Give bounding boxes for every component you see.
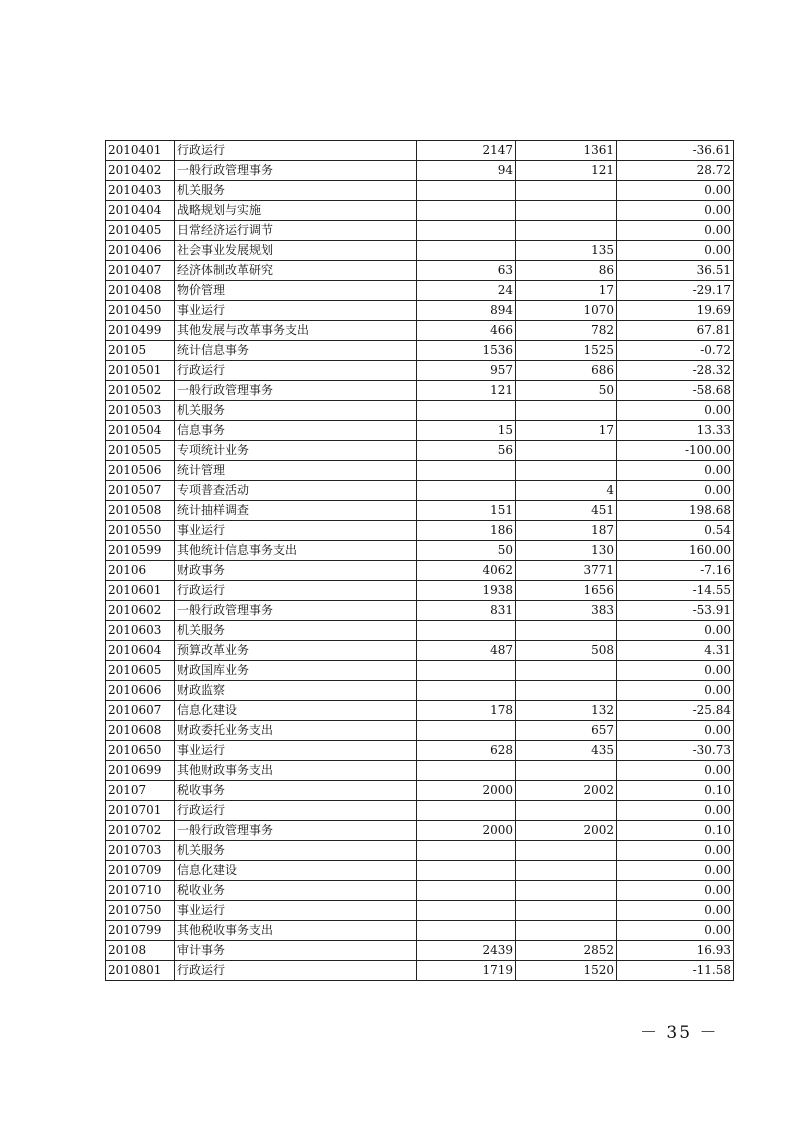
change-percent-cell: -0.72 — [617, 341, 734, 361]
item-code-cell: 2010505 — [106, 441, 175, 461]
prev-year-value-cell: 178 — [417, 701, 516, 721]
table-row — [106, 521, 734, 541]
change-percent-cell: 67.81 — [617, 321, 734, 341]
item-name-cell: 一般行政管理事务 — [175, 601, 417, 621]
change-percent-cell: 0.00 — [617, 921, 734, 941]
change-percent-cell: 0.00 — [617, 181, 734, 201]
prev-year-value-cell — [417, 881, 516, 901]
prev-year-value-cell — [417, 761, 516, 781]
item-code-cell: 2010701 — [106, 801, 175, 821]
table-row — [106, 261, 734, 281]
item-name-cell: 日常经济运行调节 — [175, 221, 417, 241]
table-row — [106, 281, 734, 301]
item-name-cell: 行政运行 — [175, 961, 417, 981]
prev-year-value-cell — [417, 721, 516, 741]
prev-year-value-cell: 2439 — [417, 941, 516, 961]
current-year-value-cell: 435 — [516, 741, 617, 761]
prev-year-value-cell: 94 — [417, 161, 516, 181]
table-row — [106, 181, 734, 201]
current-year-value-cell — [516, 861, 617, 881]
change-percent-cell: 0.00 — [617, 201, 734, 221]
item-code-cell: 20107 — [106, 781, 175, 801]
current-year-value-cell — [516, 621, 617, 641]
item-code-cell: 2010710 — [106, 881, 175, 901]
item-name-cell: 专项统计业务 — [175, 441, 417, 461]
change-percent-cell: 0.00 — [617, 841, 734, 861]
item-name-cell: 信息化建设 — [175, 861, 417, 881]
change-percent-cell: -28.32 — [617, 361, 734, 381]
current-year-value-cell: 508 — [516, 641, 617, 661]
prev-year-value-cell: 63 — [417, 261, 516, 281]
current-year-value-cell — [516, 181, 617, 201]
item-code-cell: 2010604 — [106, 641, 175, 661]
change-percent-cell: 0.00 — [617, 721, 734, 741]
table-row — [106, 141, 734, 161]
table-row — [106, 881, 734, 901]
table-row — [106, 681, 734, 701]
item-name-cell: 社会事业发展规划 — [175, 241, 417, 261]
table-row — [106, 461, 734, 481]
table-row — [106, 921, 734, 941]
prev-year-value-cell: 4062 — [417, 561, 516, 581]
table-row — [106, 621, 734, 641]
item-name-cell: 预算改革业务 — [175, 641, 417, 661]
item-code-cell: 2010699 — [106, 761, 175, 781]
change-percent-cell: 0.00 — [617, 801, 734, 821]
item-name-cell: 财政事务 — [175, 561, 417, 581]
prev-year-value-cell: 1719 — [417, 961, 516, 981]
current-year-value-cell — [516, 401, 617, 421]
prev-year-value-cell: 1938 — [417, 581, 516, 601]
item-code-cell: 2010504 — [106, 421, 175, 441]
change-percent-cell: 28.72 — [617, 161, 734, 181]
item-code-cell: 2010506 — [106, 461, 175, 481]
change-percent-cell: 19.69 — [617, 301, 734, 321]
table-row — [106, 361, 734, 381]
item-name-cell: 经济体制改革研究 — [175, 261, 417, 281]
prev-year-value-cell: 50 — [417, 541, 516, 561]
current-year-value-cell: 1656 — [516, 581, 617, 601]
item-name-cell: 统计信息事务 — [175, 341, 417, 361]
current-year-value-cell: 1361 — [516, 141, 617, 161]
prev-year-value-cell: 15 — [417, 421, 516, 441]
table-row — [106, 221, 734, 241]
prev-year-value-cell — [417, 661, 516, 681]
item-code-cell: 2010407 — [106, 261, 175, 281]
current-year-value-cell: 1520 — [516, 961, 617, 981]
item-code-cell: 2010603 — [106, 621, 175, 641]
item-name-cell: 事业运行 — [175, 741, 417, 761]
table-row — [106, 661, 734, 681]
item-name-cell: 战略规划与实施 — [175, 201, 417, 221]
prev-year-value-cell: 2000 — [417, 821, 516, 841]
table-row — [106, 581, 734, 601]
prev-year-value-cell — [417, 181, 516, 201]
current-year-value-cell — [516, 881, 617, 901]
change-percent-cell: -7.16 — [617, 561, 734, 581]
table-row — [106, 541, 734, 561]
item-name-cell: 审计事务 — [175, 941, 417, 961]
item-code-cell: 2010403 — [106, 181, 175, 201]
table-row — [106, 401, 734, 421]
change-percent-cell: 0.10 — [617, 781, 734, 801]
item-name-cell: 税收事务 — [175, 781, 417, 801]
change-percent-cell: 0.00 — [617, 621, 734, 641]
item-name-cell: 统计抽样调查 — [175, 501, 417, 521]
item-name-cell: 财政国库业务 — [175, 661, 417, 681]
change-percent-cell: -58.68 — [617, 381, 734, 401]
table-row — [106, 901, 734, 921]
prev-year-value-cell — [417, 401, 516, 421]
current-year-value-cell: 187 — [516, 521, 617, 541]
item-code-cell: 2010503 — [106, 401, 175, 421]
item-name-cell: 行政运行 — [175, 361, 417, 381]
change-percent-cell: 0.00 — [617, 881, 734, 901]
table-row — [106, 501, 734, 521]
change-percent-cell: -53.91 — [617, 601, 734, 621]
item-name-cell: 机关服务 — [175, 621, 417, 641]
prev-year-value-cell: 2000 — [417, 781, 516, 801]
item-name-cell: 其他发展与改革事务支出 — [175, 321, 417, 341]
item-code-cell: 2010709 — [106, 861, 175, 881]
item-code-cell: 2010606 — [106, 681, 175, 701]
table-row — [106, 761, 734, 781]
current-year-value-cell: 3771 — [516, 561, 617, 581]
item-code-cell: 2010408 — [106, 281, 175, 301]
item-name-cell: 财政监察 — [175, 681, 417, 701]
prev-year-value-cell: 24 — [417, 281, 516, 301]
prev-year-value-cell: 628 — [417, 741, 516, 761]
current-year-value-cell: 4 — [516, 481, 617, 501]
current-year-value-cell: 1525 — [516, 341, 617, 361]
change-percent-cell: -29.17 — [617, 281, 734, 301]
current-year-value-cell: 50 — [516, 381, 617, 401]
item-code-cell: 2010750 — [106, 901, 175, 921]
table-row — [106, 861, 734, 881]
item-code-cell: 2010499 — [106, 321, 175, 341]
current-year-value-cell: 383 — [516, 601, 617, 621]
table-row — [106, 741, 734, 761]
current-year-value-cell: 2002 — [516, 781, 617, 801]
item-name-cell: 机关服务 — [175, 181, 417, 201]
item-code-cell: 2010650 — [106, 741, 175, 761]
table-row — [106, 641, 734, 661]
table-row — [106, 701, 734, 721]
current-year-value-cell: 17 — [516, 421, 617, 441]
table-row — [106, 321, 734, 341]
prev-year-value-cell — [417, 221, 516, 241]
item-name-cell: 其他税收事务支出 — [175, 921, 417, 941]
table-row — [106, 561, 734, 581]
current-year-value-cell: 2852 — [516, 941, 617, 961]
item-name-cell: 事业运行 — [175, 901, 417, 921]
table-row — [106, 821, 734, 841]
current-year-value-cell — [516, 801, 617, 821]
change-percent-cell: 0.00 — [617, 401, 734, 421]
item-code-cell: 2010502 — [106, 381, 175, 401]
table-row — [106, 161, 734, 181]
item-code-cell: 2010406 — [106, 241, 175, 261]
current-year-value-cell — [516, 221, 617, 241]
item-code-cell: 2010599 — [106, 541, 175, 561]
change-percent-cell: 160.00 — [617, 541, 734, 561]
current-year-value-cell — [516, 901, 617, 921]
table-row — [106, 941, 734, 961]
table-row — [106, 241, 734, 261]
page-number: － 35 － — [640, 1023, 719, 1043]
prev-year-value-cell: 186 — [417, 521, 516, 541]
current-year-value-cell — [516, 441, 617, 461]
change-percent-cell: 0.10 — [617, 821, 734, 841]
prev-year-value-cell — [417, 681, 516, 701]
prev-year-value-cell — [417, 841, 516, 861]
current-year-value-cell: 657 — [516, 721, 617, 741]
current-year-value-cell: 451 — [516, 501, 617, 521]
prev-year-value-cell — [417, 241, 516, 261]
item-name-cell: 物价管理 — [175, 281, 417, 301]
table-row — [106, 841, 734, 861]
prev-year-value-cell: 894 — [417, 301, 516, 321]
prev-year-value-cell: 831 — [417, 601, 516, 621]
item-code-cell: 2010608 — [106, 721, 175, 741]
current-year-value-cell — [516, 681, 617, 701]
item-name-cell: 机关服务 — [175, 401, 417, 421]
item-code-cell: 2010801 — [106, 961, 175, 981]
item-code-cell: 2010402 — [106, 161, 175, 181]
table-row — [106, 341, 734, 361]
prev-year-value-cell: 487 — [417, 641, 516, 661]
current-year-value-cell — [516, 841, 617, 861]
item-code-cell: 2010508 — [106, 501, 175, 521]
prev-year-value-cell — [417, 861, 516, 881]
budget-table — [105, 140, 734, 981]
item-name-cell: 信息化建设 — [175, 701, 417, 721]
item-code-cell: 2010404 — [106, 201, 175, 221]
current-year-value-cell: 121 — [516, 161, 617, 181]
item-code-cell: 2010401 — [106, 141, 175, 161]
current-year-value-cell: 132 — [516, 701, 617, 721]
change-percent-cell: 198.68 — [617, 501, 734, 521]
prev-year-value-cell — [417, 461, 516, 481]
item-name-cell: 信息事务 — [175, 421, 417, 441]
current-year-value-cell — [516, 201, 617, 221]
prev-year-value-cell: 121 — [417, 381, 516, 401]
item-code-cell: 2010799 — [106, 921, 175, 941]
item-name-cell: 税收业务 — [175, 881, 417, 901]
change-percent-cell: 0.00 — [617, 661, 734, 681]
table-row — [106, 781, 734, 801]
item-name-cell: 行政运行 — [175, 801, 417, 821]
item-name-cell: 其他统计信息事务支出 — [175, 541, 417, 561]
current-year-value-cell: 782 — [516, 321, 617, 341]
item-code-cell: 2010450 — [106, 301, 175, 321]
item-code-cell: 2010607 — [106, 701, 175, 721]
item-code-cell: 2010601 — [106, 581, 175, 601]
item-code-cell: 2010405 — [106, 221, 175, 241]
change-percent-cell: 0.54 — [617, 521, 734, 541]
current-year-value-cell — [516, 921, 617, 941]
change-percent-cell: -14.55 — [617, 581, 734, 601]
change-percent-cell: 13.33 — [617, 421, 734, 441]
current-year-value-cell: 135 — [516, 241, 617, 261]
change-percent-cell: 36.51 — [617, 261, 734, 281]
prev-year-value-cell: 466 — [417, 321, 516, 341]
change-percent-cell: 0.00 — [617, 681, 734, 701]
change-percent-cell: 0.00 — [617, 761, 734, 781]
table-row — [106, 801, 734, 821]
item-name-cell: 事业运行 — [175, 301, 417, 321]
current-year-value-cell — [516, 761, 617, 781]
prev-year-value-cell: 957 — [417, 361, 516, 381]
change-percent-cell: 0.00 — [617, 461, 734, 481]
item-code-cell: 2010602 — [106, 601, 175, 621]
table-row — [106, 601, 734, 621]
item-code-cell: 2010501 — [106, 361, 175, 381]
item-name-cell: 机关服务 — [175, 841, 417, 861]
prev-year-value-cell — [417, 201, 516, 221]
change-percent-cell: -25.84 — [617, 701, 734, 721]
item-code-cell: 2010703 — [106, 841, 175, 861]
change-percent-cell: -11.58 — [617, 961, 734, 981]
current-year-value-cell: 86 — [516, 261, 617, 281]
item-name-cell: 财政委托业务支出 — [175, 721, 417, 741]
current-year-value-cell: 686 — [516, 361, 617, 381]
item-code-cell: 2010702 — [106, 821, 175, 841]
prev-year-value-cell: 56 — [417, 441, 516, 461]
table-body — [106, 141, 734, 981]
item-name-cell: 事业运行 — [175, 521, 417, 541]
item-name-cell: 行政运行 — [175, 141, 417, 161]
table-row — [106, 481, 734, 501]
change-percent-cell: 0.00 — [617, 901, 734, 921]
current-year-value-cell: 17 — [516, 281, 617, 301]
change-percent-cell: -100.00 — [617, 441, 734, 461]
item-name-cell: 一般行政管理事务 — [175, 161, 417, 181]
change-percent-cell: 0.00 — [617, 861, 734, 881]
change-percent-cell: 16.93 — [617, 941, 734, 961]
change-percent-cell: 0.00 — [617, 481, 734, 501]
change-percent-cell: -30.73 — [617, 741, 734, 761]
prev-year-value-cell: 151 — [417, 501, 516, 521]
item-code-cell: 20108 — [106, 941, 175, 961]
change-percent-cell: 0.00 — [617, 221, 734, 241]
item-name-cell: 一般行政管理事务 — [175, 821, 417, 841]
table-row — [106, 721, 734, 741]
prev-year-value-cell — [417, 621, 516, 641]
current-year-value-cell: 2002 — [516, 821, 617, 841]
table-row — [106, 421, 734, 441]
item-code-cell: 2010605 — [106, 661, 175, 681]
change-percent-cell: 0.00 — [617, 241, 734, 261]
current-year-value-cell — [516, 661, 617, 681]
item-code-cell: 2010550 — [106, 521, 175, 541]
item-code-cell: 20106 — [106, 561, 175, 581]
prev-year-value-cell: 1536 — [417, 341, 516, 361]
current-year-value-cell: 130 — [516, 541, 617, 561]
prev-year-value-cell — [417, 801, 516, 821]
item-name-cell: 其他财政事务支出 — [175, 761, 417, 781]
item-code-cell: 20105 — [106, 341, 175, 361]
table-row — [106, 961, 734, 981]
prev-year-value-cell — [417, 921, 516, 941]
current-year-value-cell — [516, 461, 617, 481]
item-name-cell: 行政运行 — [175, 581, 417, 601]
item-name-cell: 一般行政管理事务 — [175, 381, 417, 401]
item-code-cell: 2010507 — [106, 481, 175, 501]
prev-year-value-cell: 2147 — [417, 141, 516, 161]
table-row — [106, 441, 734, 461]
item-name-cell: 统计管理 — [175, 461, 417, 481]
item-name-cell: 专项普查活动 — [175, 481, 417, 501]
prev-year-value-cell — [417, 901, 516, 921]
prev-year-value-cell — [417, 481, 516, 501]
change-percent-cell: 4.31 — [617, 641, 734, 661]
table-row — [106, 381, 734, 401]
table-row — [106, 201, 734, 221]
current-year-value-cell: 1070 — [516, 301, 617, 321]
table-row — [106, 301, 734, 321]
change-percent-cell: -36.61 — [617, 141, 734, 161]
